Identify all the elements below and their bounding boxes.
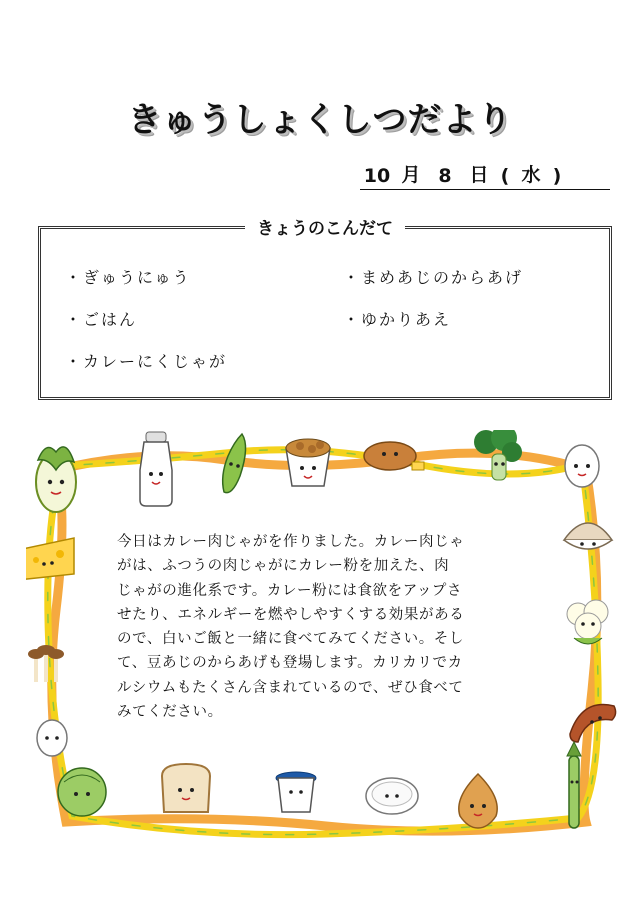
bread-roll-icon xyxy=(364,442,424,470)
menu-item: ・まめあじのからあげ xyxy=(343,268,524,287)
cauliflower-icon xyxy=(567,600,608,644)
message-line: みてください。 xyxy=(117,704,223,721)
date-day: 8 xyxy=(438,165,452,187)
message-text xyxy=(117,530,527,724)
date-day-unit: 日 xyxy=(469,164,489,186)
date-line xyxy=(360,160,610,190)
date-month-unit: 月 xyxy=(401,164,421,186)
message-line: て、豆あじのからあげも登場します。カリカリでカ xyxy=(117,655,463,672)
message-line: ので、白いご飯と一緒に食べてみてください。そし xyxy=(117,631,465,648)
yogurt-icon xyxy=(276,772,316,812)
menu-heading-text: きょうのこんだて xyxy=(245,219,405,239)
message-line: ルシウムもたくさん含まれているので、ぜひ食べて xyxy=(117,679,464,696)
egg-icon xyxy=(565,445,599,487)
date-month: 10 xyxy=(363,165,391,187)
date-paren-close: ) xyxy=(552,165,562,187)
message-line: がは、ふつうの肉じゃがにカレー粉を加えた、肉 xyxy=(117,558,450,575)
menu-item: ・ぎゅうにゅう xyxy=(65,268,191,287)
rice-bowl-icon xyxy=(366,778,418,814)
menu-box xyxy=(38,219,612,400)
milk-bottle-icon xyxy=(140,432,172,506)
menu-heading xyxy=(41,214,609,239)
natto-icon xyxy=(286,439,330,486)
cheese-icon xyxy=(26,538,74,580)
egg-small-icon xyxy=(37,720,67,756)
date-weekday: 水 xyxy=(521,164,541,186)
page-title: きゅうしょくしつだより xyxy=(127,100,513,140)
menu-item: ・カレーにくじゃが xyxy=(65,352,228,371)
menu-item: ・ゆかりあえ xyxy=(343,310,452,329)
menu-item: ・ごはん xyxy=(65,310,138,329)
clam-icon xyxy=(564,523,612,549)
okra-icon xyxy=(223,434,246,493)
chinese-cabbage-icon xyxy=(36,447,76,512)
message-line: 今日はカレー肉じゃがを作りました。カレー肉じゃ xyxy=(117,534,465,550)
toast-icon xyxy=(162,764,210,812)
sausage-icon xyxy=(570,705,616,742)
date-paren-open: ( xyxy=(500,165,510,187)
asparagus-icon xyxy=(567,742,581,828)
mushrooms-icon xyxy=(28,645,64,682)
onion-icon xyxy=(459,774,497,828)
message-line: せたり、エネルギーを燃やしやすくする効果がある xyxy=(117,606,465,623)
cabbage-icon xyxy=(58,768,106,816)
message-line: じゃがの進化系です。カレー粉には食欲をアップさ xyxy=(117,582,463,599)
